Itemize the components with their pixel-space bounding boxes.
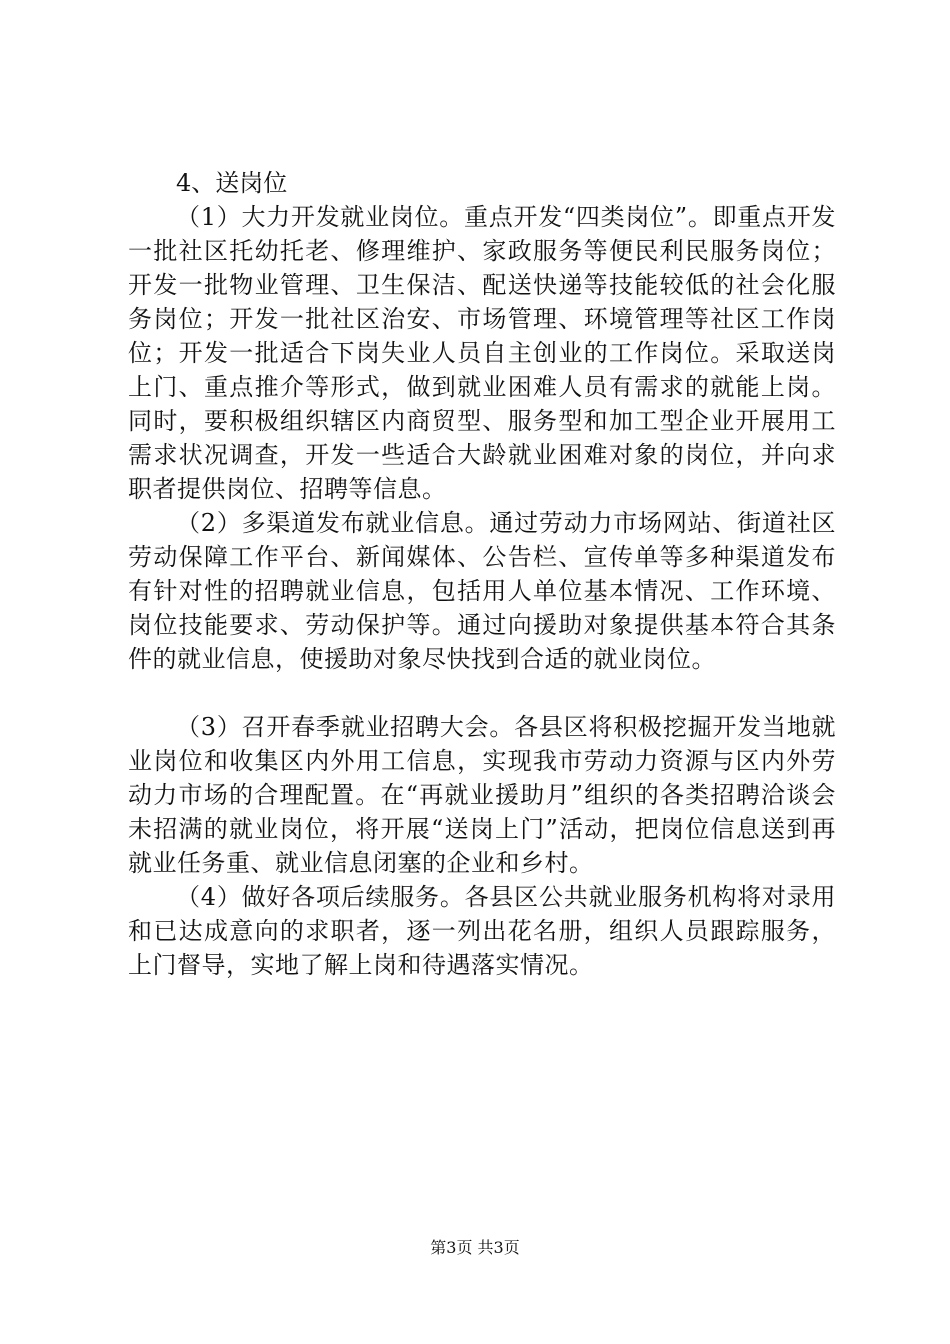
paragraph-4: （4）做好各项后续服务。各县区公共就业服务机构将对录用和已达成意向的求职者，逐一列出花名册，组织人员跟踪服务，上门督导，实地了解上岗和待遇落实情况。 (128, 883, 836, 979)
page-footer: 第3页 共3页 (430, 1238, 520, 1257)
section-heading: 4、送岗位 (176, 169, 288, 197)
paragraph-1: （1）大力开发就业岗位。重点开发“四类岗位”。即重点开发一批社区托幼托老、修理维护、家政服务等便民利民服务岗位；开发一批物业管理、卫生保洁、配送快递等技能较低的社会化服务岗位；开发一批社区治安、市场管理、环境管理等社区工作岗位；开发一批适合下岗失业人员自主创业的工作岗位。采取送岗上门、重点推介等形式，做到就业困难人员有需求的就能上岗。同时，要积极组织辖区内商贸型、服务型和加工型企业开展用工需求状况调查，开发一些适合大龄就业困难对象的岗位，并向求职者提供岗位、招聘等信息。 (128, 203, 836, 503)
paragraph-3: （3）召开春季就业招聘大会。各县区将积极挖掘开发当地就业岗位和收集区内外用工信息，实现我市劳动力资源与区内外劳动力市场的合理配置。在“再就业援助月”组织的各类招聘洽谈会未招满的就业岗位，将开展“送岗上门”活动，把岗位信息送到再就业任务重、就业信息闭塞的企业和乡村。 (128, 713, 836, 877)
document-body (128, 166, 836, 982)
paragraph-spacer (128, 676, 836, 710)
paragraph-2: （2）多渠道发布就业信息。通过劳动力市场网站、街道社区劳动保障工作平台、新闻媒体、公告栏、宣传单等多种渠道发布有针对性的招聘就业信息，包括用人单位基本情况、工作环境、岗位技能要求、劳动保护等。通过向援助对象提供基本符合其条件的就业信息，使援助对象尽快找到合适的就业岗位。 (128, 509, 836, 673)
